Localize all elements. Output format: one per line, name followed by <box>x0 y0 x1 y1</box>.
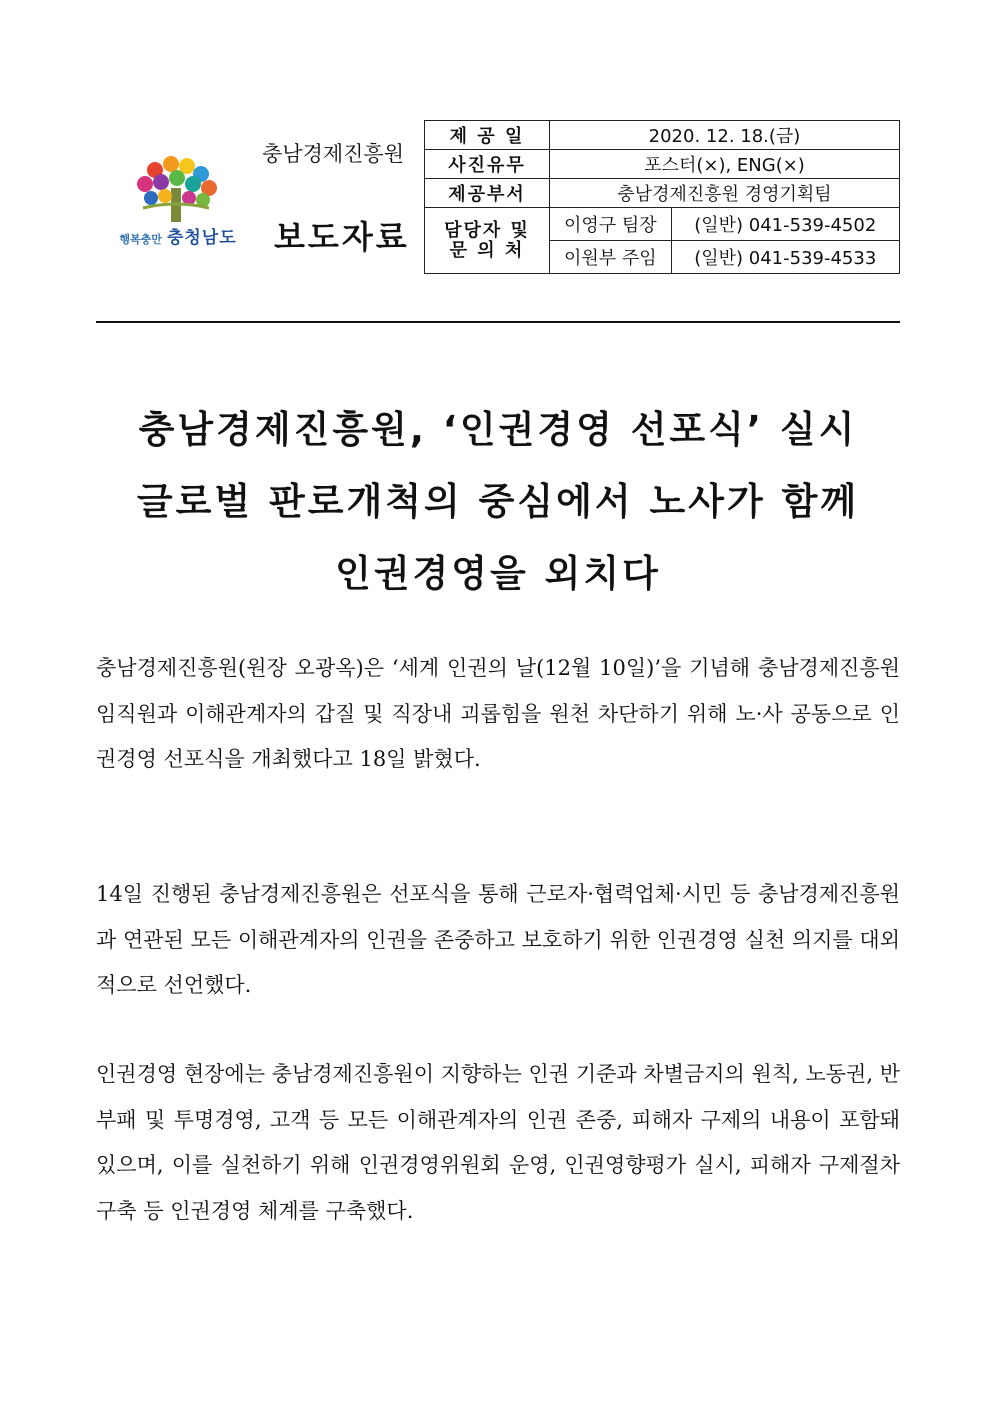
contact-label-line1: 담당자 및 <box>444 219 530 241</box>
date-value: 2020. 12. 18.(금) <box>550 121 900 150</box>
contact-name: 이영구 팀장 <box>550 208 672 241</box>
info-table <box>424 120 900 274</box>
body-paragraph: 14일 진행된 충남경제진흥원은 선포식을 통해 근로자·협력업체·시민 등 충남경제진흥원과 연관된 모든 이해관계자의 인권을 존중하고 보호하기 위한 인권경영 실천 의지를 대외적으로 선언했다. <box>96 882 900 997</box>
headline-line-1: 충남경제진흥원, ‘인권경영 선포식’ 실시 <box>138 408 858 451</box>
contact-phone: (일반) 041-539-4502 <box>671 208 899 241</box>
logo-caption <box>108 223 248 248</box>
dept-row <box>425 179 900 208</box>
photo-value: 포스터(×), ENG(×) <box>550 150 900 179</box>
body-paragraph: 충남경제진흥원(원장 오광옥)은 ‘세계 인권의 날(12월 10일)’을 기념해 충남경제진흥원 임직원과 이해관계자의 갑질 및 직장내 괴롭힘을 원천 차단하기 위해 노·사 공동으로 인권경영 선포식을 개최했다고 18일 밝혔다. <box>96 656 900 771</box>
headline-line-3: 인권경영을 외치다 <box>335 552 661 595</box>
header-divider <box>96 321 900 323</box>
date-row <box>425 121 900 150</box>
contact-label-line2: 문 의 처 <box>449 239 525 261</box>
date-label: 제 공 일 <box>425 121 550 150</box>
photo-label: 사진유무 <box>425 150 550 179</box>
headline-line-2: 글로벌 판로개척의 중심에서 노사가 함께 <box>136 480 860 523</box>
press-release-label: 보도자료 <box>274 218 410 256</box>
logo-tagline: 행복충만 <box>119 233 162 246</box>
logo-region: 충청남도 <box>166 228 237 248</box>
contact-name: 이원부 주임 <box>550 241 672 274</box>
photo-row <box>425 150 900 179</box>
dept-label: 제공부서 <box>425 179 550 208</box>
contact-phone: (일반) 041-539-4533 <box>671 241 899 274</box>
org-name: 충남경제진흥원 <box>262 142 405 166</box>
body-paragraph: 인권경영 현장에는 충남경제진흥원이 지향하는 인권 기준과 차별금지의 원칙, 노동권, 반부패 및 투명경영, 고객 등 모든 이해관계자의 인권 존중, 피해자 구제의 내용이 포함돼 있으며, 이를 실천하기 위해 인권경영위원회 운영, 인권영향평가 실시, 피해자 구제절차 구축 등 인권경영 체계를 구축했다. <box>96 1062 900 1223</box>
contact-label <box>425 208 550 274</box>
contact-row <box>425 208 900 241</box>
headline <box>96 394 900 610</box>
dept-value: 충남경제진흥원 경영기획팀 <box>550 179 900 208</box>
